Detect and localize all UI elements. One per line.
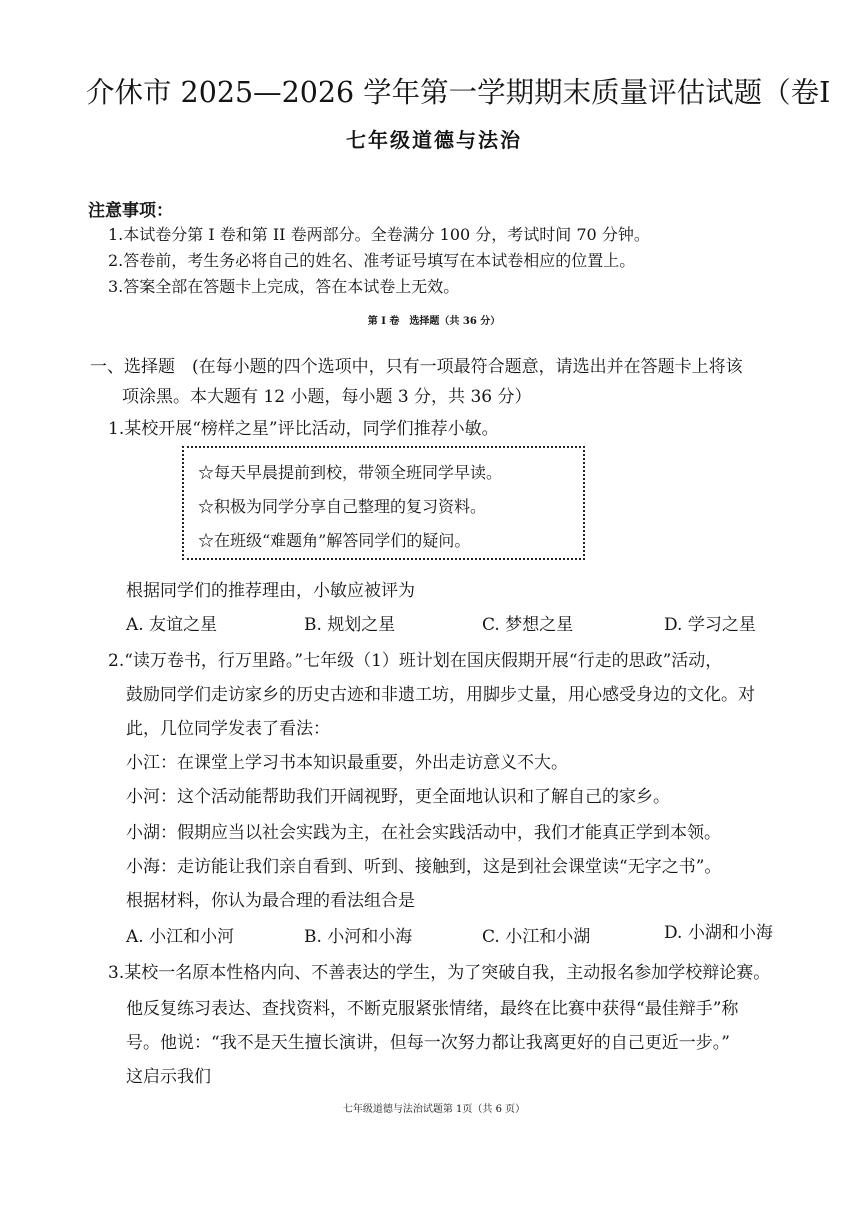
exam-subject-title: 七年级道德与法治	[346, 128, 522, 152]
q2-line-3: 此，几位同学发表了看法：	[126, 719, 330, 739]
q2-option-b: B. 小河和小海	[304, 927, 413, 947]
q1-prompt: 根据同学们的推荐理由，小敏应被评为	[126, 581, 415, 601]
notice-item-1: 1.本试卷分第 I 卷和第 II 卷两部分。全卷满分 100 分，考试时间 70 分钟。	[108, 225, 650, 244]
notice-heading: 注意事项：	[88, 201, 173, 221]
q1-box-line-1: ☆每天早晨提前到校，带领全班同学早读。	[198, 463, 503, 482]
q2-option-c: C. 小江和小湖	[482, 927, 591, 947]
q2-option-d: D. 小湖和小海	[664, 923, 773, 943]
q1-box-line-2: ☆积极为同学分享自己整理的复习资料。	[198, 497, 487, 516]
notice-item-3: 3.答案全部在答题卡上完成，答在本试卷上无效。	[108, 277, 460, 296]
q3-line-4: 这启示我们	[126, 1067, 211, 1087]
q2-line-2: 鼓励同学们走访家乡的历史古迹和非遗工坊，用脚步丈量，用心感受身边的文化。对	[126, 685, 755, 705]
q2-line-7: 小海：走访能让我们亲自看到、听到、接触到，这是到社会课堂读“无字之书”。	[126, 857, 722, 877]
notice-item-2: 2.答卷前，考生务必将自己的姓名、准考证号填写在本试卷相应的位置上。	[108, 251, 636, 270]
q1-option-c: C. 梦想之星	[482, 615, 574, 635]
exam-title-line1: 介休市 2025—2026 学年第一学期期末质量评估试题（卷Ⅰ	[86, 76, 831, 109]
q1-recommend-box	[182, 446, 585, 560]
q3-line-1: 3.某校一名原本性格内向、不善表达的学生，为了突破自我，主动报名参加学校辩论赛。	[108, 963, 771, 983]
q2-line-5: 小河：这个活动能帮助我们开阔视野，更全面地认识和了解自己的家乡。	[126, 787, 670, 807]
page-footer: 七年级道德与法治试题第 1页（共 6 页）	[342, 1104, 526, 1115]
q1-option-a: A. 友谊之星	[126, 615, 218, 635]
q3-line-3: 号。他说：“我不是天生擅长演讲，但每一次努力都让我离更好的自己更近一步。”	[126, 1033, 730, 1053]
section-title: 第 I 卷 选择题（共 36 分）	[367, 316, 501, 327]
q1-option-b: B. 规划之星	[304, 615, 396, 635]
q3-line-2: 他反复练习表达、查找资料，不断克服紧张情绪，最终在比赛中获得“最佳辩手”称	[126, 999, 739, 1019]
section-instruction-line2: 项涂黑。本大题有 12 小题，每小题 3 分，共 36 分）	[122, 387, 532, 407]
q1-option-d: D. 学习之星	[664, 615, 756, 635]
q2-line-4: 小江：在课堂上学习书本知识最重要，外出走访意义不大。	[126, 753, 568, 773]
q1-stem: 1.某校开展“榜样之星”评比活动，同学们推荐小敏。	[108, 419, 499, 439]
q2-option-a: A. 小江和小河	[126, 927, 235, 947]
q2-line-1: 2.“读万卷书，行万里路。”七年级（1）班计划在国庆假期开展“行走的思政”活动，	[108, 651, 723, 671]
q2-line-8: 根据材料，你认为最合理的看法组合是	[126, 891, 415, 911]
section-instruction-line1: 一、选择题 (在每小题的四个选项中，只有一项最符合题意，请选出并在答题卡上将该	[90, 357, 743, 377]
q1-box-line-3: ☆在班级“难题角”解答同学们的疑问。	[198, 531, 471, 550]
q2-line-6: 小湖：假期应当以社会实践为主，在社会实践活动中，我们才能真正学到本领。	[126, 823, 721, 843]
